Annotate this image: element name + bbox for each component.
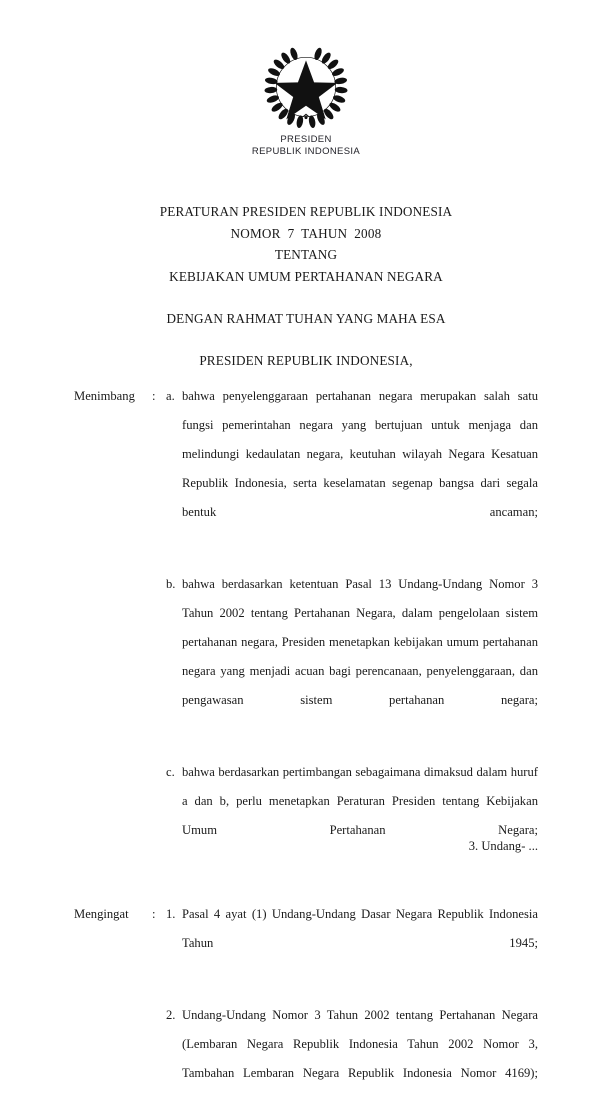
item-marker: 2. <box>166 1008 176 1022</box>
section-menimbang <box>74 382 538 874</box>
item-marker: b. <box>166 577 176 591</box>
title-line-number: NOMOR 7 TAHUN 2008 <box>230 225 382 241</box>
page-continuation-note: 3. Undang- ... <box>468 839 538 853</box>
clause-sections <box>74 382 538 1117</box>
mengingat-item-list <box>74 900 538 1117</box>
letterhead <box>0 44 612 158</box>
item-text: bahwa berdasarkan pertimbangan sebagaimana dimaksud dalam huruf a dan b, perlu menetapkan Peraturan Presiden tentang Kebijakan Umum Pertahanan Negara; <box>182 765 538 837</box>
title-line-regulation: PERATURAN PRESIDEN REPUBLIK INDONESIA <box>159 204 453 219</box>
item-text: bahwa penyelenggaraan pertahanan negara merupakan salah satu fungsi pemerintahan negara yang bertujuan untuk menjaga dan melindungi kedaulatan negara, keutuhan wilayah Negara Kesatuan Republik Indonesia, serta keselamatan segenap bangsa dari segala bentuk ancaman; <box>182 389 538 519</box>
list-item <box>74 382 538 556</box>
document-title-block <box>0 201 612 287</box>
section-colon-menimbang: : <box>152 389 156 403</box>
item-marker: c. <box>166 765 175 779</box>
indonesian-presidential-seal-icon <box>263 44 349 130</box>
list-item <box>74 1001 538 1117</box>
item-text: Pasal 4 ayat (1) Undang-Undang Dasar Negara Republik Indonesia Tahun 1945; <box>182 907 538 950</box>
section-mengingat <box>74 900 538 1117</box>
letterhead-caption <box>0 134 612 158</box>
section-colon-mengingat: : <box>152 907 156 921</box>
item-marker: 1. <box>166 907 176 921</box>
item-text: bahwa berdasarkan ketentuan Pasal 13 Undang-Undang Nomor 3 Tahun 2002 tentang Pertahanan Negara, dalam pengelolaan sistem pertahanan negara, Presiden menetapkan kebijakan umum pertahanan negara yang menjadi acuan bagi perencanaan, penyelenggaraan, dan pengawasan sistem pertahanan negara; <box>182 577 538 707</box>
letterhead-caption-line2: REPUBLIK INDONESIA <box>251 146 361 157</box>
item-marker: a. <box>166 389 175 403</box>
title-line-subject: KEBIJAKAN UMUM PERTAHANAN NEGARA <box>169 268 443 284</box>
section-label-menimbang: Menimbang <box>74 389 135 403</box>
section-label-mengingat: Mengingat <box>74 907 129 921</box>
list-item <box>74 900 538 987</box>
menimbang-item-list <box>74 382 538 874</box>
title-line-about: TENTANG <box>274 247 338 262</box>
list-item <box>74 570 538 744</box>
item-text: Undang-Undang Nomor 3 Tahun 2002 tentang Pertahanan Negara (Lembaran Negara Republik Indonesia Tahun 2002 Nomor 3, Tambahan Lembaran Negara Republik Indonesia Nomor 4169); <box>182 1008 538 1080</box>
letterhead-caption-line1: PRESIDEN <box>280 134 332 145</box>
signatory-line: PRESIDEN REPUBLIK INDONESIA, <box>199 353 413 368</box>
invocation-line: DENGAN RAHMAT TUHAN YANG MAHA ESA <box>166 311 446 326</box>
